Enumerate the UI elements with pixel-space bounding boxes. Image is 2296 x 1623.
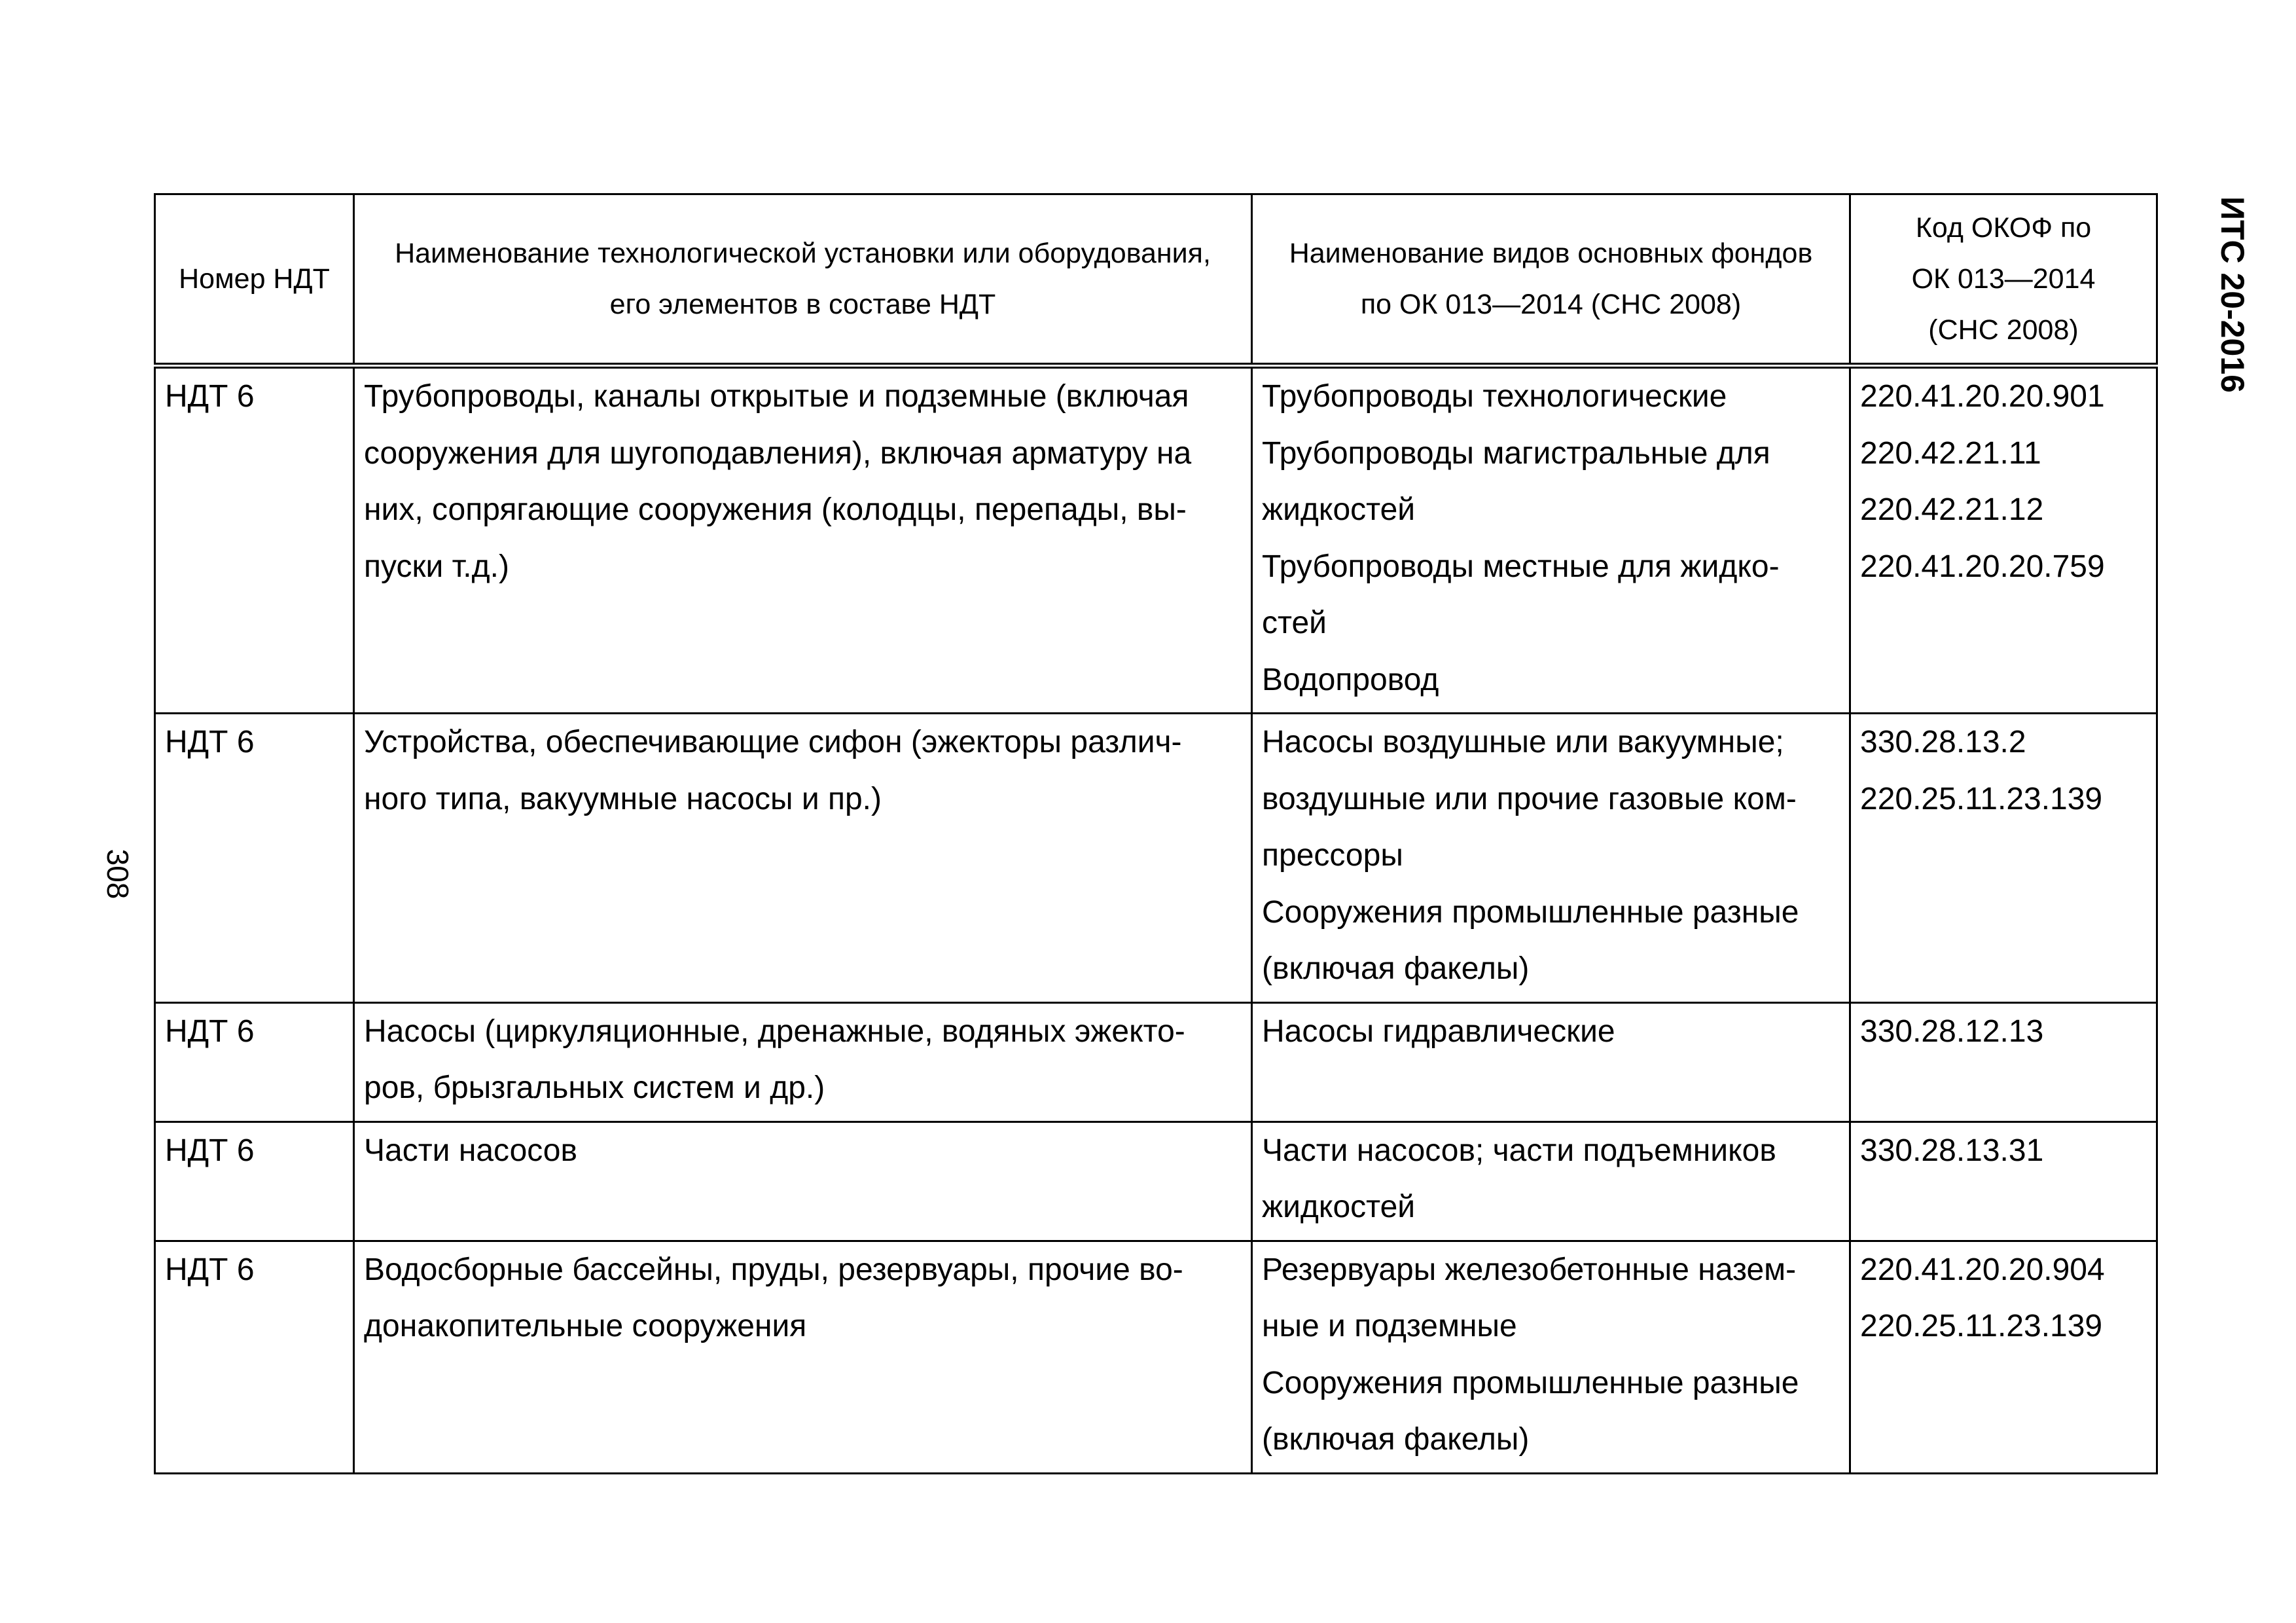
codes-cell [1850,1122,2157,1241]
codes-cell [1850,366,2157,714]
equipment-line: Водосборные бассейны, пруды, резервуары, прочие во- [364,1252,1183,1287]
code-line: 220.25.11.23.139 [1860,1309,2103,1343]
code-line: 220.42.21.11 [1860,435,2041,471]
table-row [155,1122,2157,1241]
header-line: Код ОКОФ по [1915,212,2092,244]
code-line: 220.41.20.20.759 [1860,549,2105,584]
ndt-cell [155,1122,354,1241]
header-asset-types [1252,194,1850,366]
ndt-label: НДТ 6 [165,1133,255,1168]
equipment-line: Части насосов [364,1133,577,1168]
codes-cell [1850,1241,2157,1473]
asset-line: Насосы гидравлические [1262,1013,1615,1049]
equipment-line: Устройства, обеспечивающие сифон (эжекторы различ- [364,725,1182,759]
asset-line: (включая факелы) [1262,1422,1530,1457]
asset-line: ные и подземные [1262,1309,1517,1343]
table-header-row [155,194,2157,366]
code-line: 220.25.11.23.139 [1860,781,2103,816]
asset-line: жидкостей [1262,1190,1416,1224]
ndt-cell [155,1241,354,1473]
equipment-line: пуски т.д.) [364,549,509,584]
codes-cell [1850,714,2157,1003]
document-code-header [2177,196,2288,393]
header-line: Наименование видов основных фондов [1289,238,1813,269]
code-line: 220.41.20.20.904 [1860,1252,2105,1287]
code-line: 220.41.20.20.901 [1860,379,2105,414]
asset-line: Части насосов; части подъемников [1262,1133,1776,1168]
equipment-cell [354,1122,1252,1241]
asset-line: (включая факелы) [1262,951,1530,986]
assets-cell [1252,1002,1850,1122]
header-equipment-name [354,194,1252,366]
equipment-cell [354,1241,1252,1473]
asset-line: прессоры [1262,838,1403,873]
table-row [155,1241,2157,1473]
equipment-line: ного типа, вакуумные насосы и пр.) [364,781,882,816]
equipment-line: ров, брызгальных систем и др.) [364,1070,825,1105]
ndt-cell [155,366,354,714]
assets-cell [1252,366,1850,714]
asset-line: Трубопроводы магистральные для [1262,435,1770,471]
equipment-line: Трубопроводы, каналы открытые и подземные (включая [364,379,1189,414]
document-code: ИТС 20-2016 [2214,196,2251,393]
header-okof-code [1850,194,2157,366]
header-line: по ОК 013—2014 (СНС 2008) [1360,289,1742,320]
asset-line: Водопровод [1262,662,1439,697]
ndt-equipment-table [154,193,2158,1474]
code-line: 330.28.12.13 [1860,1013,2044,1049]
ndt-label: НДТ 6 [165,1252,255,1287]
table-row [155,366,2157,714]
asset-line: стей [1262,606,1327,640]
ndt-label: НДТ 6 [165,725,255,759]
assets-cell [1252,1241,1850,1473]
ndt-label: НДТ 6 [165,379,255,414]
header-line: его элементов в составе НДТ [609,289,996,320]
equipment-cell [354,1002,1252,1122]
asset-line: Трубопроводы местные для жидко- [1262,549,1780,584]
equipment-line: Насосы (циркуляционные, дренажные, водяных эжекто- [364,1013,1185,1049]
assets-cell [1252,1122,1850,1241]
page-number: 308 [101,848,135,900]
ndt-cell [155,714,354,1003]
asset-line: воздушные или прочие газовые ком- [1262,781,1797,816]
asset-line: жидкостей [1262,492,1416,527]
ndt-label: НДТ 6 [165,1013,255,1049]
equipment-cell [354,714,1252,1003]
asset-line: Насосы воздушные или вакуумные; [1262,725,1784,759]
header-ndt-number [155,194,354,366]
code-line: 330.28.13.2 [1860,725,2026,759]
code-line: 220.42.21.12 [1860,492,2044,527]
equipment-line: них, сопрягающие сооружения (колодцы, перепады, вы- [364,492,1187,527]
asset-line: Сооружения промышленные разные [1262,894,1799,930]
header-line: ОК 013—2014 [1911,263,2096,295]
equipment-cell [354,366,1252,714]
code-line: 330.28.13.31 [1860,1133,2044,1168]
table-row [155,1002,2157,1122]
asset-line: Трубопроводы технологические [1262,379,1727,414]
header-line: Номер НДТ [179,263,330,295]
equipment-line: донакопительные сооружения [364,1309,807,1343]
codes-cell [1850,1002,2157,1122]
page-number-container [85,825,151,923]
header-line: (СНС 2008) [1928,314,2079,346]
asset-line: Сооружения промышленные разные [1262,1365,1799,1400]
asset-line: Резервуары железобетонные назем- [1262,1252,1797,1287]
table-row [155,714,2157,1003]
equipment-line: сооружения для шугоподавления), включая арматуру на [364,435,1192,471]
assets-cell [1252,714,1850,1003]
header-line: Наименование технологической установки или оборудования, [395,238,1211,269]
ndt-cell [155,1002,354,1122]
